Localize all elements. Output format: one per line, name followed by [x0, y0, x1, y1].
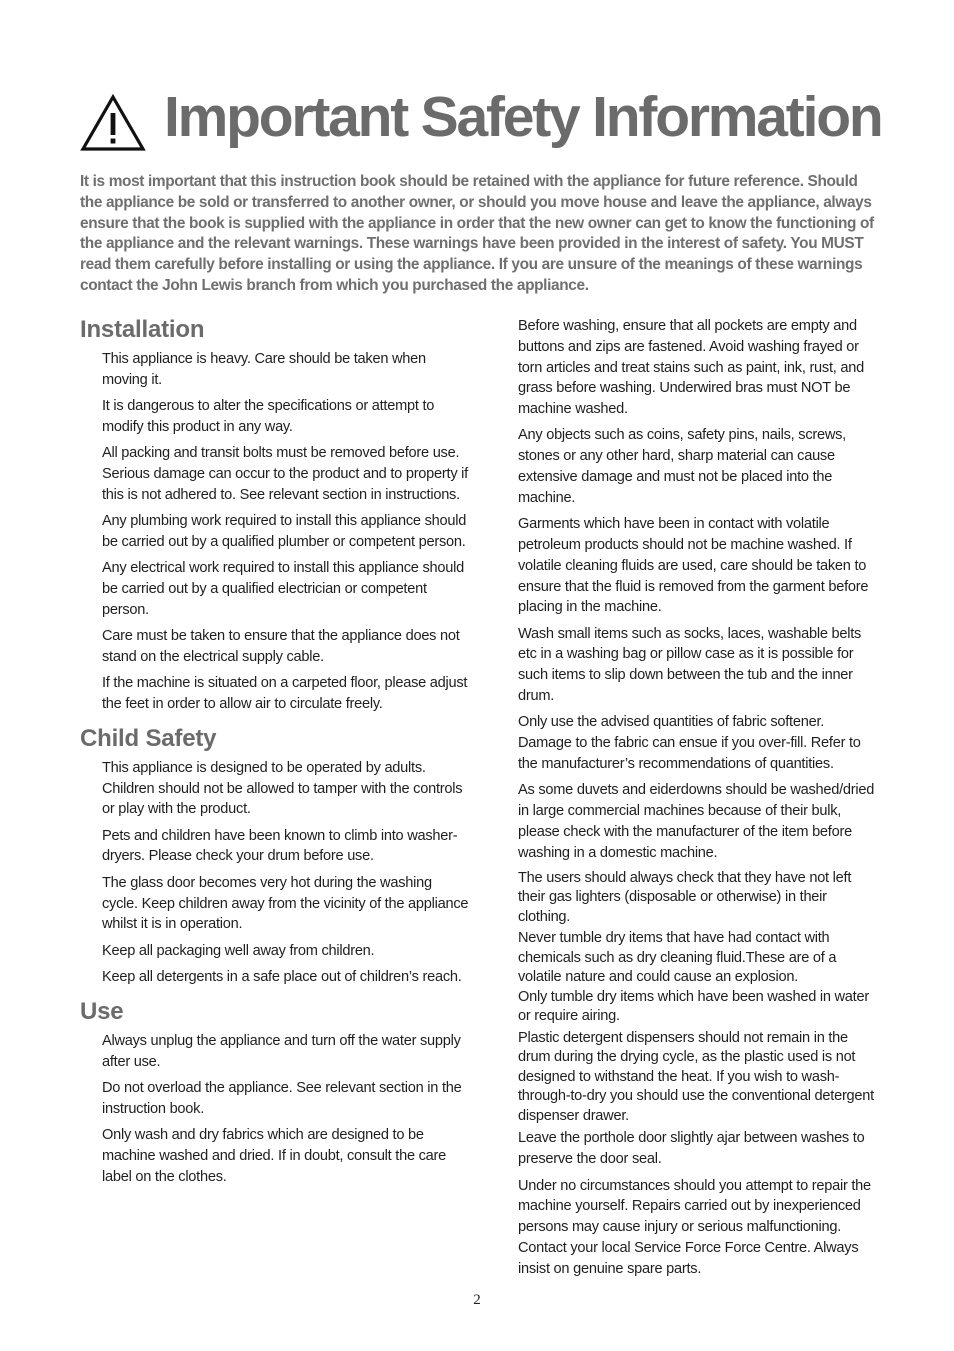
- child-safety-list: [102, 758, 470, 988]
- list-item: Always unplug the appliance and turn off the water supply after use.: [102, 1032, 461, 1070]
- list-item: Only use the advised quantities of fabric softener. Damage to the fabric can ensue if you over-fill. Refer to the manufacturer’s recommendations of quantities.: [518, 714, 861, 772]
- list-item: Never tumble dry items that have had contact with chemicals such as dry cleaning fluid.These are of a volatile nature and could cause an explosion.: [518, 930, 837, 986]
- list-item: This appliance is designed to be operated by adults. Children should not be allowed to tamper with the controls or play with the product.: [102, 759, 463, 818]
- warning-triangle-icon: [80, 94, 146, 152]
- page-header: [80, 84, 880, 154]
- intro-paragraph: It is most important that this instruction book should be retained with the appliance for future reference. Should the appliance be sold or transferred to another owner, or should you move house and leave the appliance, always ensure that the book is supplied with the appliance in order that the new owner can get to know the functioning of the appliance and the relevant warnings. These warnings have been provided in the interest of safety. You MUST read them carefully before installing or using the appliance. If you are unsure of the meanings of these warnings contact the John Lewis branch from which you purchased the appliance.: [80, 173, 874, 294]
- list-item: Under no circumstances should you attempt to repair the machine yourself. Repairs carried out by inexperienced persons may cause injury or serious malfunctioning. Contact your local Service Force Force Centre. Always insist on genuine spare parts.: [518, 1177, 871, 1277]
- list-item: Keep all detergents in a safe place out of children’s reach.: [102, 968, 462, 985]
- page-number: 2: [473, 1292, 481, 1308]
- list-item: Any plumbing work required to install this appliance should be carried out by a qualified plumber or competent person.: [102, 513, 467, 550]
- list-item: All packing and transit bolts must be removed before use. Serious damage can occur to the product and to property if this is not adhered to. See relevant section in instructions.: [102, 445, 468, 503]
- list-item: Leave the porthole door slightly ajar between washes to preserve the door seal.: [518, 1130, 865, 1168]
- list-item: Keep all packaging well away from children.: [102, 942, 375, 959]
- section-heading-use: Use: [80, 997, 124, 1025]
- list-item: Plastic detergent dispensers should not remain in the drum during the drying cycle, as the plastic used is not designed to withstand the heat. If you wish to wash-through-to-dry you should use the conventional detergent dispenser drawer.: [518, 1029, 874, 1124]
- list-item: Only tumble dry items which have been washed in water or require airing.: [518, 988, 869, 1025]
- use-list: [102, 1031, 470, 1188]
- section-heading-child-safety: Child Safety: [80, 724, 217, 752]
- list-item: It is dangerous to alter the specifications or attempt to modify this product in any way.: [102, 398, 435, 435]
- list-item: Any electrical work required to install this appliance should be carried out by a qualified electrician or competent person.: [102, 560, 464, 618]
- list-item: Any objects such as coins, safety pins, nails, screws, stones or any other hard, sharp material can cause extensive damage and must not be placed into the machine.: [518, 427, 846, 506]
- list-item: Only wash and dry fabrics which are designed to be machine washed and dried. If in doubt, consult the care label on the clothes.: [102, 1126, 447, 1185]
- list-item: Care must be taken to ensure that the appliance does not stand on the electrical supply cable.: [102, 628, 460, 665]
- page-title: Important Safety Information: [164, 85, 882, 149]
- list-item: As some duvets and eiderdowns should be washed/dried in large commercial machines because of their bulk, please check with the manufacturer of the item before washing in a domestic machine.: [518, 782, 875, 861]
- installation-list: [102, 349, 470, 715]
- list-item: Before washing, ensure that all pockets are empty and buttons and zips are fastened. Avoid washing frayed or torn articles and treat stains such as paint, ink, rust, and grass before washing. Underwired bras must NOT be machine washed.: [518, 318, 864, 418]
- list-item: Wash small items such as socks, laces, washable belts etc in a washing bag or pillow case as it is possible for such items to slip down between the tub and the inner drum.: [518, 625, 862, 705]
- left-column: [80, 314, 470, 1193]
- list-item: Do not overload the appliance. See relevant section in the instruction book.: [102, 1079, 462, 1117]
- list-item: Garments which have been in contact with volatile petroleum products should not be machine washed. If volatile cleaning fluids are used, care should be taken to ensure that the fluid is removed from the garment before placing in the machine.: [518, 516, 869, 616]
- list-item: Pets and children have been known to climb into washer-dryers. Please check your drum before use.: [102, 827, 458, 865]
- list-item: The glass door becomes very hot during the washing cycle. Keep children away from the vicinity of the appliance whilst it is in operation.: [102, 874, 469, 933]
- list-item: If the machine is situated on a carpeted floor, please adjust the feet in order to allow air to circulate freely.: [102, 675, 468, 712]
- right-column: [518, 316, 880, 1285]
- list-item: The users should always check that they have not left their gas lighters (disposable or otherwise) in their clothing.: [518, 869, 852, 925]
- section-heading-installation: Installation: [80, 316, 205, 343]
- list-item: This appliance is heavy. Care should be taken when moving it.: [102, 351, 426, 388]
